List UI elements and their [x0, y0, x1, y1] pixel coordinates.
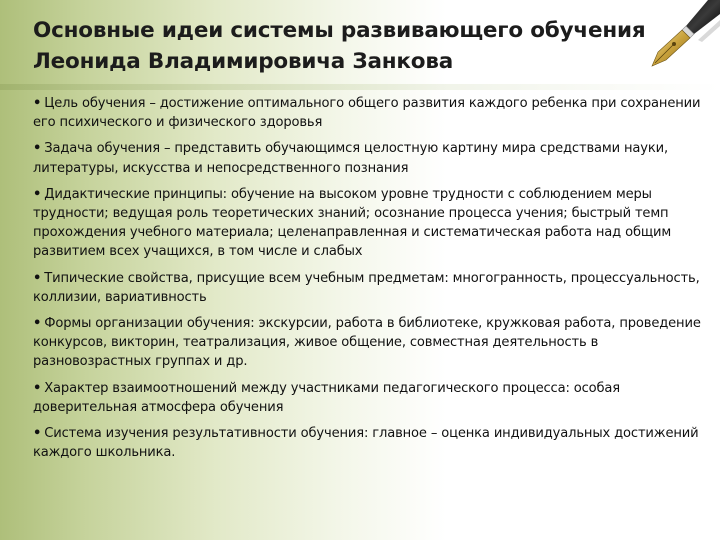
bullet-text: Типические свойства, присущие всем учебным предметам: многогранность, процессуальность, коллизии, вариативность: [33, 270, 700, 305]
bullet-item: [33, 94, 711, 132]
bullet-item: [33, 424, 711, 462]
bullet-item: [33, 379, 711, 417]
fountain-pen-icon: [628, 0, 720, 72]
slide-title: [33, 15, 673, 77]
slide-title-line-2: Леонида Владимировича Занкова: [33, 49, 454, 74]
bullet-marker: •: [33, 186, 42, 202]
bullet-text: Задача обучения – представить обучающимся целостную картину мира средствами науки, литературы, искусства и непосредственного познания: [33, 141, 668, 176]
bullet-text: Дидактические принципы: обучение на высоком уровне трудности с соблюдением меры трудности; ведущая роль теоретических знаний; осознание процесса учения; быстрый темп прохождения учебного материала; целенаправленная и систематическая работа над общим развитием всех учащихся, в том числе и слабых: [33, 186, 672, 260]
bullet-item: [33, 269, 711, 307]
title-divider: [0, 84, 720, 90]
bullet-text: Характер взаимоотношений между участниками педагогического процесса: особая доверительная атмосфера обучения: [33, 380, 621, 415]
bullet-text: Цель обучения – достижение оптимального общего развития каждого ребенка при сохранении его психического и физического здоровья: [33, 96, 701, 131]
bullet-list: [33, 94, 711, 469]
bullet-marker: •: [33, 380, 42, 396]
bullet-marker: •: [33, 270, 42, 286]
bullet-marker: •: [33, 96, 42, 111]
bullet-text: Система изучения результативности обучения: главное – оценка индивидуальных достижений каждого школьника.: [33, 426, 699, 461]
bullet-item: [33, 139, 711, 177]
slide-title-line-1: Основные идеи системы развивающего обучения: [33, 18, 646, 43]
bullet-marker: •: [33, 316, 42, 332]
bullet-marker: •: [33, 426, 42, 442]
bullet-marker: •: [33, 141, 42, 157]
bullet-text: Формы организации обучения: экскурсии, работа в библиотеке, кружковая работа, проведение конкурсов, викторин, театрализация, живое общение, совместная деятельность в разновозрастных группах и др.: [33, 316, 701, 370]
bullet-item: [33, 185, 711, 262]
bullet-item: [33, 314, 711, 372]
